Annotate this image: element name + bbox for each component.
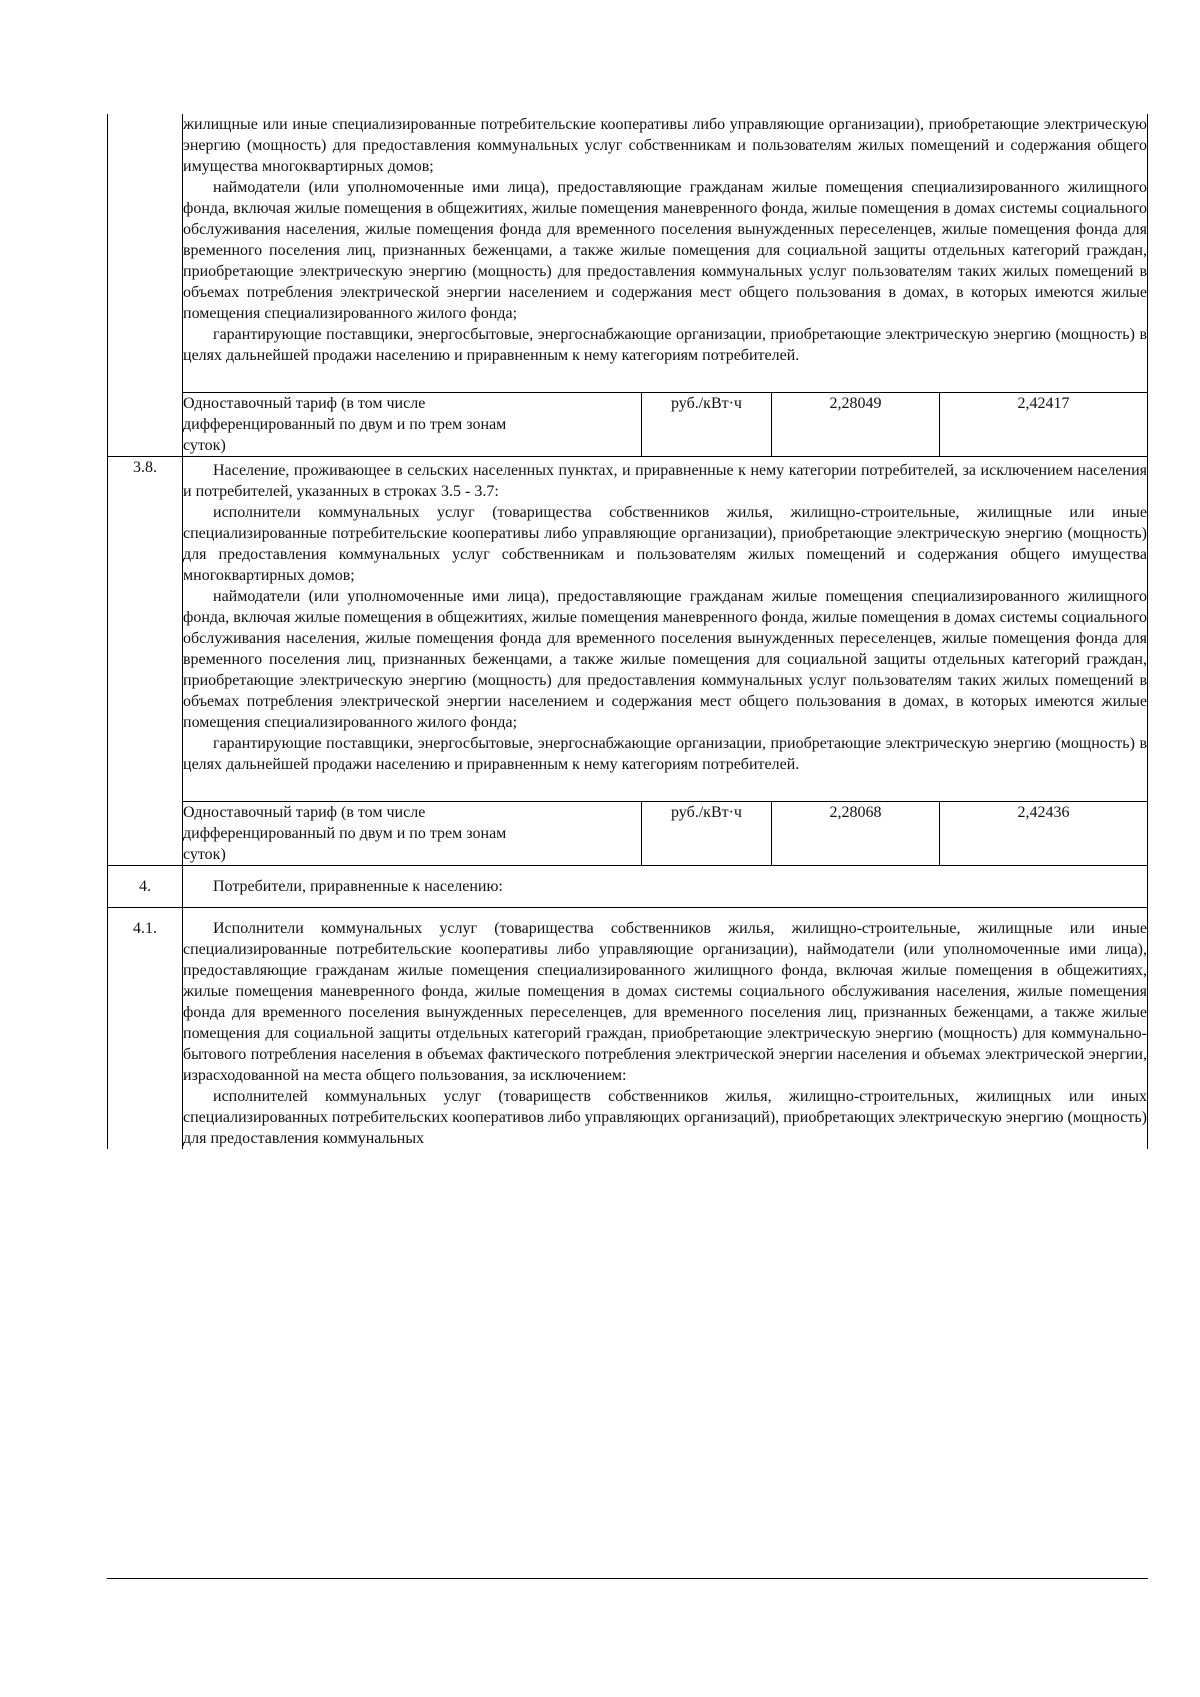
tariff-name-cell xyxy=(183,393,642,457)
description-cell xyxy=(183,908,1148,1150)
tariff-table xyxy=(107,114,1148,1149)
tariff-name-line: суток) xyxy=(183,846,226,863)
row-number-cell: 3.8. xyxy=(108,457,183,866)
row-number-cell: 4. xyxy=(108,866,183,908)
table-row-3-8 xyxy=(108,457,1148,802)
table-row-4-1 xyxy=(108,908,1148,1150)
description-cell xyxy=(183,114,1148,393)
row-number-cell xyxy=(108,114,183,457)
tariff-name-line: дифференцированный по двум и по трем зонам xyxy=(183,416,507,433)
table-row-3-7-continuation xyxy=(108,114,1148,393)
tariff-value-second-half: 2,42436 xyxy=(940,802,1148,866)
row-number-cell: 4.1. xyxy=(108,908,183,1150)
tariff-name-line: Одноставочный тариф (в том числе xyxy=(183,395,426,412)
tariff-name-line: дифференцированный по двум и по трем зонам xyxy=(183,825,507,842)
paragraph: гарантирующие поставщики, энергосбытовые, энергоснабжающие организации, приобретающие электрическую энергию (мощность) в целях дальнейшей продажи населению и приравненным к нему категориям потребителей. xyxy=(183,326,1147,364)
table-row-4 xyxy=(108,866,1148,908)
tariff-unit-cell: руб./кВт·ч xyxy=(642,393,772,457)
paragraph: исполнителей коммунальных услуг (товариществ собственников жилья, жилищно-строительных, жилищных или иных специализированных потребительских кооперативов либо управляющих организаций), приобретающих электрическую энергию (мощность) для предоставления коммунальных xyxy=(183,1088,1147,1147)
tariff-unit-cell: руб./кВт·ч xyxy=(642,802,772,866)
tariff-name-line: Одноставочный тариф (в том числе xyxy=(183,804,426,821)
description-cell xyxy=(183,866,1148,908)
tariff-value-second-half: 2,42417 xyxy=(940,393,1148,457)
paragraph: Исполнители коммунальных услуг (товарищества собственников жилья, жилищно-строительные, жилищные или иные специализированные потребительские кооперативы либо управляющие организации), наймодатели (или уполномоченные ими лица), предоставляющие гражданам жилые помещения специализированного жилищного фонда, включая жилые помещения в общежитиях, жилые помещения маневренного фонда, жилые помещения в домах системы социального обслуживания населения, жилые помещения фонда для временного поселения вынужденных переселенцев, для временного поселения лиц, признанных беженцами, а также жилые помещения для социальной защиты отдельных категорий граждан, приобретающие электрическую энергию (мощность) для коммунально-бытового потребления населения в объемах фактического потребления электрической энергии населения и объемах электрической энергии, израсходованной на места общего пользования, за исключением: xyxy=(183,920,1147,1084)
paragraph: исполнители коммунальных услуг (товарищества собственников жилья, жилищно-строительные, жилищные или иные специализированные потребительские кооперативы либо управляющие организации), приобретающие электрическую энергию (мощность) для предоставления коммунальных услуг собственникам и пользователям жилых помещений и содержания общего имущества многоквартирных домов; xyxy=(183,504,1147,584)
tariff-value-first-half: 2,28049 xyxy=(772,393,940,457)
tariff-row-3-7 xyxy=(108,393,1148,457)
table-bottom-rule xyxy=(107,1578,1148,1579)
paragraph: наймодатели (или уполномоченные ими лица), предоставляющие гражданам жилые помещения специализированного жилищного фонда, включая жилые помещения в общежитиях, жилые помещения маневренного фонда, жилые помещения в домах системы социального обслуживания населения, жилые помещения фонда для временного поселения вынужденных переселенцев, жилые помещения фонда для временного поселения лиц, признанных беженцами, а также жилые помещения для социальной защиты отдельных категорий граждан, приобретающие электрическую энергию (мощность) для предоставления коммунальных услуг пользователям таких жилых помещений в объемах потребления электрической энергии населением и содержания мест общего пользования в домах, в которых имеются жилые помещения специализированного жилого фонда; xyxy=(183,588,1147,731)
tariff-row-3-8 xyxy=(108,802,1148,866)
tariff-name-cell xyxy=(183,802,642,866)
paragraph: Население, проживающее в сельских населенных пунктах, и приравненные к нему категории потребителей, за исключением населения и потребителей, указанных в строках 3.5 - 3.7: xyxy=(183,462,1147,500)
paragraph: жилищные или иные специализированные потребительские кооперативы либо управляющие организации), приобретающие электрическую энергию (мощность) для предоставления коммунальных услуг собственникам и пользователям жилых помещений и содержания общего имущества многоквартирных домов; xyxy=(183,116,1147,175)
paragraph: Потребители, приравненные к населению: xyxy=(213,878,503,895)
tariff-value-first-half: 2,28068 xyxy=(772,802,940,866)
description-cell xyxy=(183,457,1148,802)
paragraph: наймодатели (или уполномоченные ими лица), предоставляющие гражданам жилые помещения специализированного жилищного фонда, включая жилые помещения в общежитиях, жилые помещения маневренного фонда, жилые помещения в домах системы социального обслуживания населения, жилые помещения фонда для временного поселения вынужденных переселенцев, жилые помещения фонда для временного поселения лиц, признанных беженцами, а также жилые помещения для социальной защиты отдельных категорий граждан, приобретающие электрическую энергию (мощность) для предоставления коммунальных услуг пользователям таких жилых помещений в объемах потребления электрической энергии населением и содержания мест общего пользования в домах, в которых имеются жилые помещения специализированного жилого фонда; xyxy=(183,179,1147,322)
paragraph: гарантирующие поставщики, энергосбытовые, энергоснабжающие организации, приобретающие электрическую энергию (мощность) в целях дальнейшей продажи населению и приравненным к нему категориям потребителей. xyxy=(183,735,1147,773)
tariff-name-line: суток) xyxy=(183,437,226,454)
